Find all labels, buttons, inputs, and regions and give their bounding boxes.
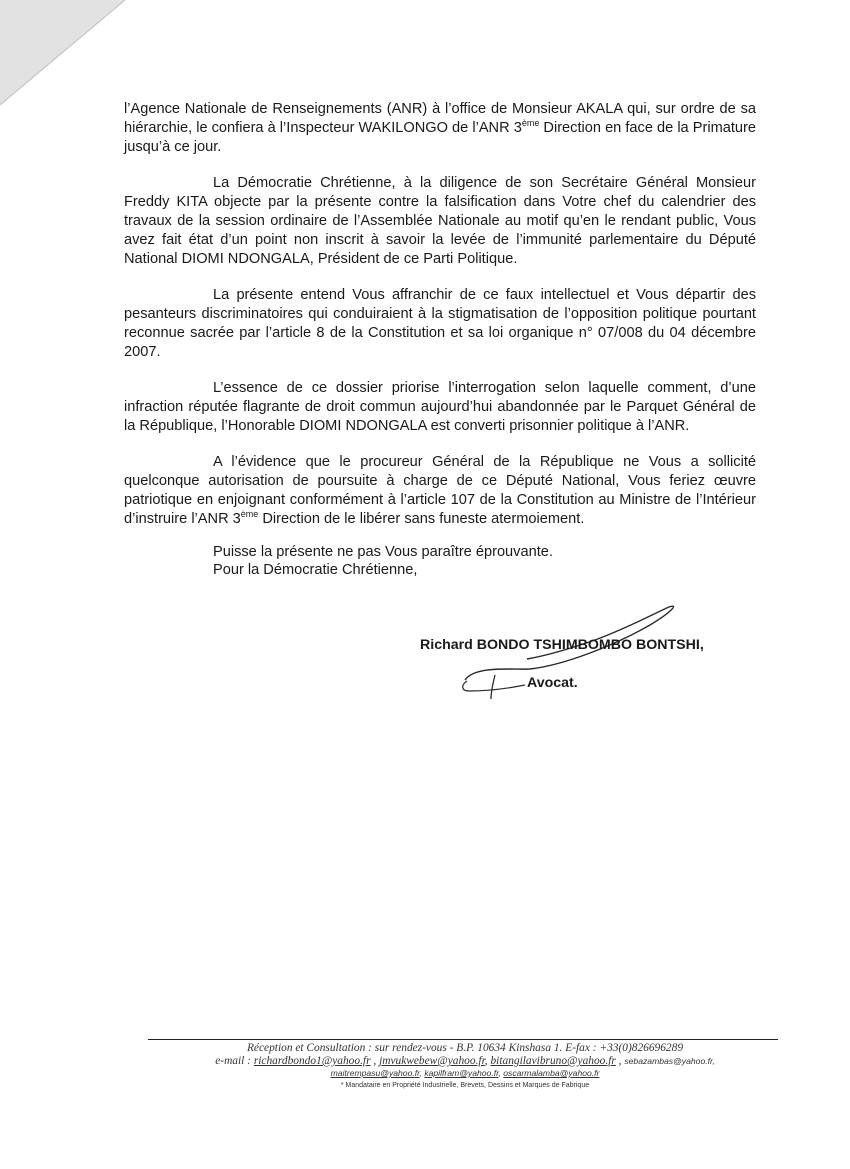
paragraph-4: L’essence de ce dossier priorise l’interrogation selon laquelle comment, d’une infraction réputée flagrante de droit commun aujourd’hui abandonnée par le Parquet Général de la République, l’Honorable DIOMI NDONGALA est converti prisonnier politique à l’ANR.: [124, 380, 756, 434]
paragraph-1: l’Agence Nationale de Renseignements (ANR) à l’office de Monsieur AKALA qui, sur ordre de sa hiérarchie, le confiera à l’Inspecteur WAKILONGO de l’ANR 3ème Direction en face de la Primature jusqu’à ce jour.: [124, 101, 757, 155]
email-link[interactable]: maitrempasu@yahoo.fr: [330, 1068, 420, 1078]
email-link[interactable]: kapilfram@yahoo.fr: [424, 1068, 499, 1078]
signatory-name: Richard BONDO TSHIMBOMBO BONTSHI,: [420, 637, 704, 653]
letterhead-footer: [150, 1042, 780, 1092]
footer-email-line-2: maitrempasu@yahoo.fr, kapilfram@yahoo.fr, oscarmalamba@yahoo.fr: [330, 1068, 600, 1078]
footer-email-line-1: e-mail : richardbondo1@yahoo.fr , jmvukwebew@yahoo.fr, bitangilavibruno@yahoo.fr , sebazambas@yahoo.fr,: [215, 1055, 715, 1067]
footer-note: * Mandataire en Propriété Industrielle, Brevets, Dessins et Marques de Fabrique: [340, 1082, 590, 1089]
email-link[interactable]: bitangilavibruno@yahoo.fr: [490, 1055, 616, 1067]
letter-body: [124, 100, 756, 546]
email-link[interactable]: oscarmalamba@yahoo.fr: [503, 1068, 600, 1078]
paragraph-3: La présente entend Vous affranchir de ce faux intellectuel et Vous départir des pesanteurs discriminatoires qui conduiraient à la stigmatisation de l’opposition politique pourtant reconnue sacrée par l’article 8 de la Constitution et sa loi organique n° 07/008 du 04 décembre 2007.: [124, 287, 756, 360]
paragraph-2: La Démocratie Chrétienne, à la diligence de son Secrétaire Général Monsieur Freddy KITA objecte par la présente contre la falsification dans Votre chef du calendrier des travaux de la session ordinaire de l’Assemblée Nationale au motif qu’en le rendant public, Vous avez fait état d’un point non inscrit à savoir la levée de l’immunité parlementaire du Député National DIOMI NDONGALA, Président de ce Parti Politique.: [124, 175, 756, 267]
email-link[interactable]: jmvukwebew@yahoo.fr: [379, 1055, 485, 1067]
page-corner-edge: [0, 0, 130, 110]
paragraph-5: A l’évidence que le procureur Général de la République ne Vous a sollicité quelconque autorisation de poursuite à charge de ce Député National, Vous feriez œuvre patriotique en enjoignant conformément à l’article 107 de la Constitution au Ministre de l’Intérieur d’instruire l’ANR 3ème Direction de le libérer sans funeste atermoiement.: [124, 454, 756, 527]
closing-line-2: Pour la Démocratie Chrétienne,: [213, 562, 418, 578]
signatory-title: Avocat.: [527, 675, 578, 691]
footer-address-line: Réception et Consultation : sur rendez-vous - B.P. 10634 Kinshasa 1. E-fax : +33(0)826696289: [246, 1042, 684, 1054]
footer-divider: [148, 1039, 778, 1040]
closing-line-1: Puisse la présente ne pas Vous paraître éprouvante.: [213, 544, 553, 560]
email-link[interactable]: sebazambas@yahoo.fr,: [624, 1056, 715, 1066]
closing-block: [213, 543, 553, 579]
email-link[interactable]: richardbondo1@yahoo.fr: [253, 1055, 371, 1067]
